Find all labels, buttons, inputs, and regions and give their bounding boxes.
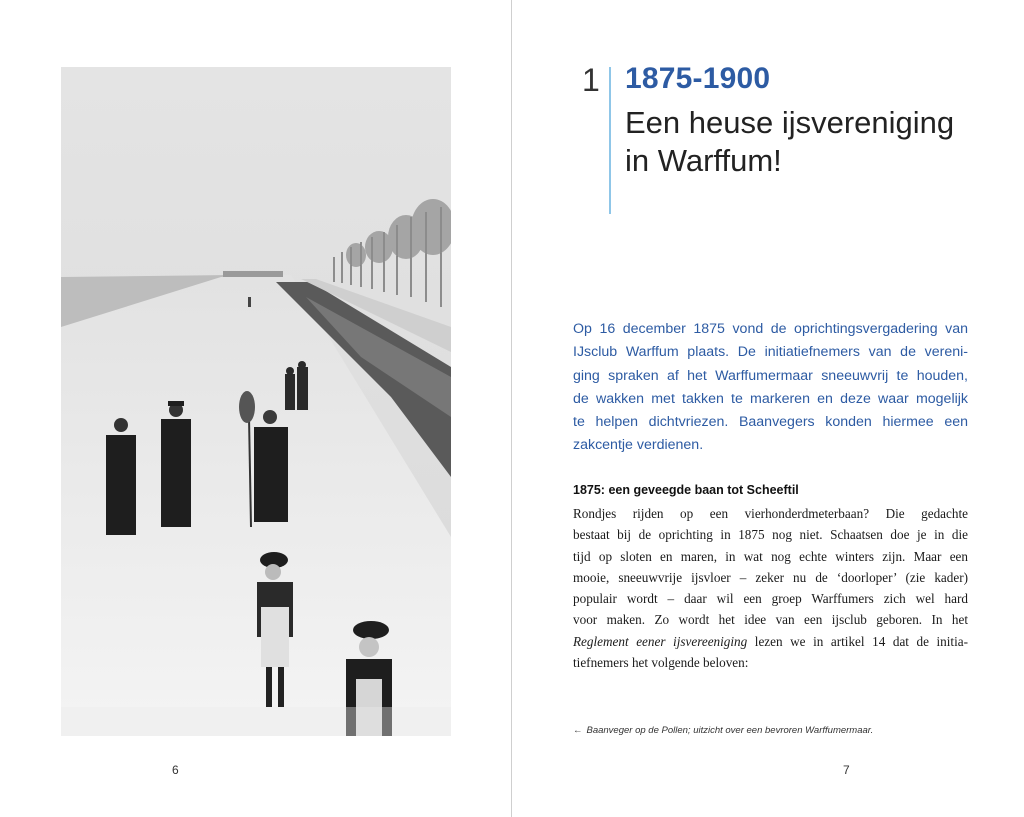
- intro-paragraph: [573, 318, 968, 458]
- intro-line: ging spraken af het Warffumermaar sneeuwvrij te houden,: [573, 367, 968, 384]
- body-line: bestaat bij de oprichting in 1875 nog niet. Schaatsen doe je in die: [573, 527, 968, 543]
- arrow-left-icon: ←: [573, 725, 583, 736]
- chapter-years: 1875-1900: [625, 62, 771, 95]
- caption-text: Baanveger op de Pollen; uitzicht over een bevroren Warffumermaar.: [586, 725, 874, 736]
- skaters-on-ice-image: [61, 67, 451, 736]
- page-number-left: 6: [172, 763, 179, 777]
- chapter-title-line1: Een heuse ijsvereniging: [625, 105, 955, 140]
- chapter-number: 1: [582, 62, 600, 98]
- chapter-divider-rule: [609, 67, 611, 214]
- chapter-title: [625, 104, 985, 180]
- intro-line: zakcentje verdienen.: [573, 437, 704, 454]
- body-line: tijd op sloten en maren, in wat nog echte winters zijn. Maar een: [573, 548, 968, 564]
- page-number-right: 7: [843, 763, 850, 777]
- intro-line: Op 16 december 1875 vond de oprichtingsvergadering van: [573, 321, 968, 337]
- intro-line: IJsclub Warffum plaats. De initiatiefnemers van de vereni-: [573, 344, 968, 361]
- italic-title: Reglement eener ijsvereeniging: [573, 633, 748, 649]
- body-line: Rondjes rijden op een vierhonderdmeterbaan? Die gedachte: [573, 506, 968, 521]
- right-page: [512, 0, 1024, 817]
- chapter-title-line2: in Warffum!: [625, 143, 782, 178]
- body-line: [573, 631, 968, 652]
- body-line: mooie, sneeuwvrije ijsvloer – zeker nu de ‘doorloper’ (zie kader): [573, 569, 968, 585]
- historic-photo: [61, 67, 451, 736]
- body-line: populair wordt – daar wil een groep Warffumers zich wel hard: [573, 591, 968, 607]
- body-paragraph: [573, 503, 968, 673]
- intro-line: te helpen dichtvriezen. Baanvegers konden hiermee een: [573, 414, 968, 431]
- section-subheading: 1875: een geveegde baan tot Scheeftil: [573, 483, 799, 497]
- intro-line: de wakken met takken te markeren en deze waar mogelijk: [573, 390, 968, 407]
- body-line-rest: lezen we in artikel 14 dat de initia-: [747, 633, 968, 649]
- body-line: tiefnemers het volgende beloven:: [573, 655, 749, 671]
- photo-caption: [573, 725, 873, 736]
- body-line: voor maken. Zo wordt het idee van een ijsclub geboren. In het: [573, 612, 968, 628]
